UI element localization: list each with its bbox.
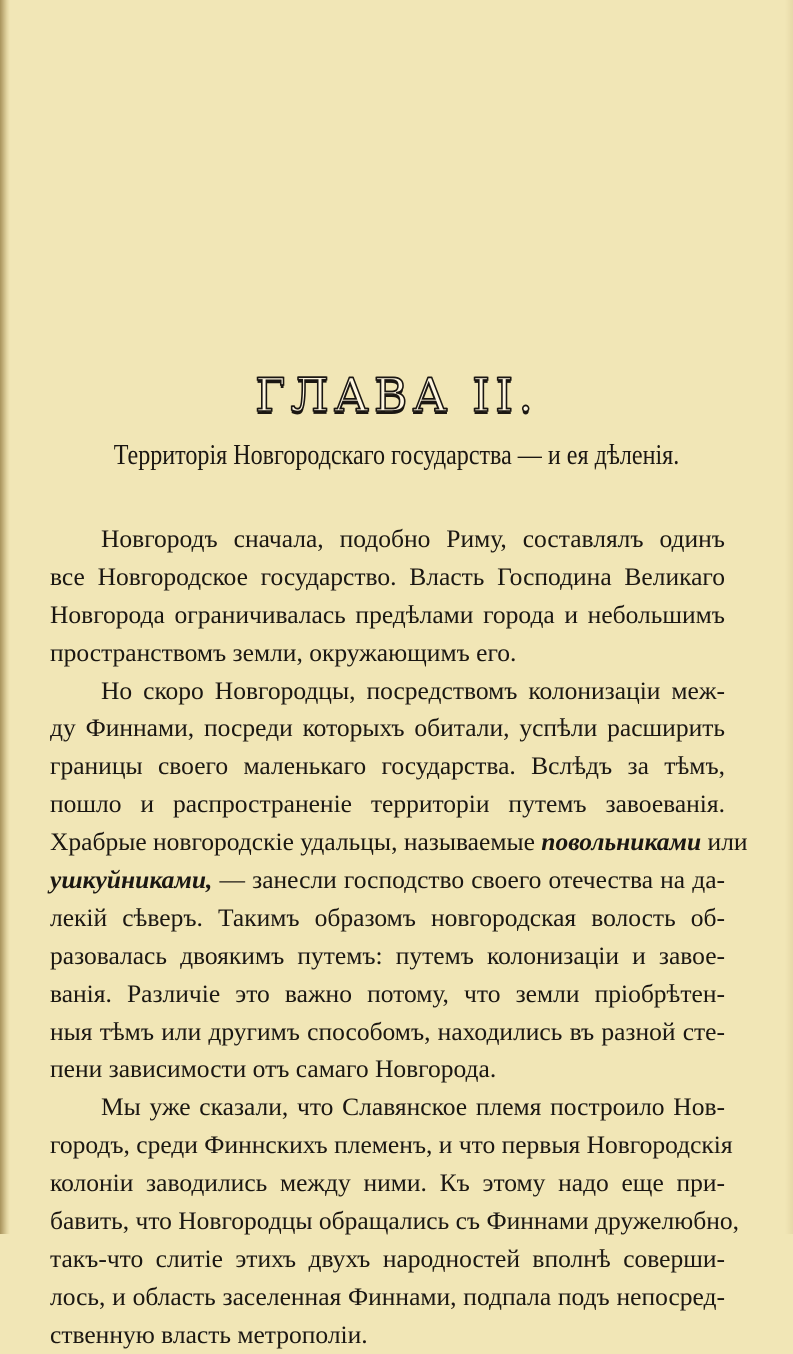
text-line: лось, и область заселенная Финнами, подпала подъ непосред- xyxy=(50,1281,725,1311)
text-line: все Новгородское государство. Власть Господина Великаго xyxy=(50,561,725,591)
text-line: Но скоро Новгородцы, посредствомъ колонизаціи меж- xyxy=(101,675,725,705)
text-line: пространствомъ земли, окружающимъ его. xyxy=(50,637,517,667)
body-text xyxy=(50,520,748,1354)
text-line: Новгородъ сначала, подобно Риму, составлялъ одинъ xyxy=(101,524,725,553)
text-line: лекій сѣверъ. Такимъ образомъ новгородская волость об- xyxy=(50,902,725,932)
line-text: Храбрые новгородскіе удальцы, называемые xyxy=(50,827,535,857)
text-line xyxy=(50,861,725,899)
text-line: колоніи заводились между ними. Къ этому надо еще при- xyxy=(50,1168,725,1198)
text-line: бавить, что Новгородцы обращались съ Финнами дружелюбно, xyxy=(50,1206,739,1236)
text-line: такъ-что слитіе этихъ двухъ народностей вполнѣ соверши- xyxy=(50,1243,725,1273)
text-line: городъ, среди Финнскихъ племенъ, и что первыя Новгородскія xyxy=(50,1130,733,1160)
chapter-title: ГЛАВА II. xyxy=(255,368,538,422)
italic-term: ушкуйниками, xyxy=(50,865,213,895)
text-line: ванія. Различіе это важно потому, что земли пріобрѣтен- xyxy=(50,978,725,1008)
text-line: пени зависимости отъ самаго Новгорода. xyxy=(50,1054,497,1084)
page-edge-left xyxy=(0,0,10,1234)
text-line: пошло и распространеніе территоріи путемъ завоеванія. xyxy=(50,789,725,819)
text-line: Новгорода ограничивалась предѣлами города и небольшимъ xyxy=(50,599,725,629)
page-edge-right xyxy=(785,0,793,1234)
text-line: границы своего маленькаго государства. Вслѣдъ за тѣмъ, xyxy=(50,751,725,781)
text-line: ду Финнами, посреди которыхъ обитали, успѣли расширить xyxy=(50,713,725,743)
text-line: ственную власть метрополіи. xyxy=(50,1319,368,1349)
text-line xyxy=(50,823,748,861)
text-line: ныя тѣмъ или другимъ способомъ, находились въ разной сте- xyxy=(50,1016,725,1046)
line-text: — занесли господство своего отечества на да- xyxy=(219,865,726,895)
italic-term: повольниками xyxy=(541,827,702,857)
text-line: Мы уже сказали, что Славянское племя построило Нов- xyxy=(101,1092,725,1122)
text-line: разовалась двоякимъ путемъ: путемъ колонизаціи и завое- xyxy=(50,940,725,970)
line-text: или xyxy=(707,827,748,857)
chapter-subtitle: Территорія Новгородскаго государства — и ея дѣленія. xyxy=(113,440,680,471)
